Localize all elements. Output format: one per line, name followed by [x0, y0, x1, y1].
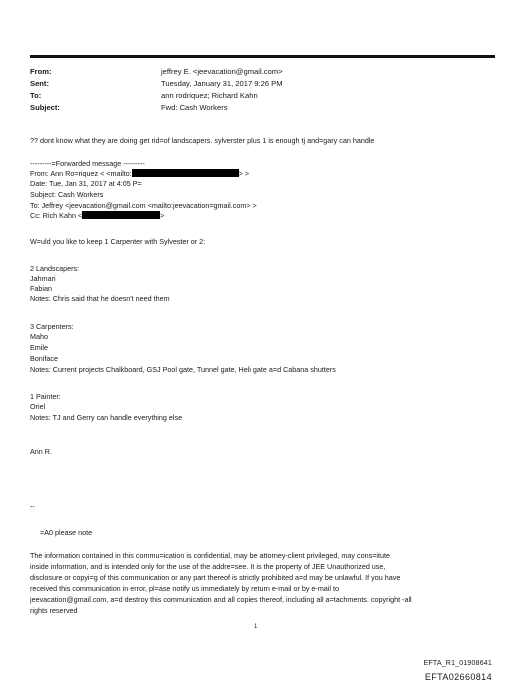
disclaimer-line: The information contained in this commu=ication is confidential, may be attorney-client privileged, may cons=itute	[30, 551, 390, 560]
disclaimer-line: received this communication in error, pl=ase notify us immediately by return e-mail or by e-mail to	[30, 584, 339, 593]
forward-from-prefix: From: Ann Ro=riquez < <mailto:	[30, 169, 132, 178]
please-note: =A0 please note	[40, 528, 93, 537]
painter-name: Oriel	[30, 402, 46, 411]
body-question: W=uld you like to keep 1 Carpenter with Sylvester or 2:	[30, 237, 206, 246]
redaction-box	[132, 169, 239, 177]
forward-date: Date: Tue, Jan 31, 2017 at 4:05 P=	[30, 179, 142, 188]
disclaimer-line: inside information, and is intended only for the use of the addre=see. It is the property of JEE Unauthorized use,	[30, 562, 386, 571]
painter-note: Notes: TJ and Gerry can handle everything else	[30, 413, 183, 422]
redaction-box	[82, 211, 160, 219]
carpenter-name: Maho	[30, 332, 48, 341]
sent-label: Sent:	[30, 79, 49, 88]
subject-value: Fwd: Cash Workers	[161, 103, 228, 112]
disclaimer-line: jeevacation@gmail.com, a=d destroy this communication and all copies thereof, including all a=tachments. copyright -all	[30, 595, 412, 604]
painter-heading: 1 Painter:	[30, 392, 61, 401]
document-reference: EFTA02660814	[424, 672, 492, 682]
to-label: To:	[30, 91, 42, 100]
forward-subject: Subject: Cash Workers	[30, 190, 104, 199]
forward-cc-suffix: >	[160, 211, 165, 220]
carpenter-name: Boniface	[30, 354, 58, 363]
forward-cc	[30, 211, 164, 221]
carpenters-heading: 3 Carpenters:	[30, 322, 74, 331]
reply-text: ?? dont know what they are doing get rid=of landscapers. sylverster plus 1 is enough tj and=gary can handle	[30, 136, 375, 145]
from-label: From:	[30, 67, 52, 76]
disclaimer-line: disclosure or copyi=g of this communication or any part thereof is strictly prohibited a=d may be unlawful. If you have	[30, 573, 401, 582]
disclaimer-line: rights reserved	[30, 606, 78, 615]
subject-label: Subject:	[30, 103, 60, 112]
forward-from-suffix: > >	[238, 169, 250, 178]
sent-value: Tuesday, January 31, 2017 9:26 PM	[161, 79, 283, 88]
forward-to: To: Jeffrey <jeevacation@gmail.com <mailto:jeevacation=gmail.com> >	[30, 201, 257, 210]
forward-marker: ---------=Forwarded message ---------	[30, 159, 145, 168]
landscaper-name: Jahmari	[30, 274, 56, 283]
forward-from	[30, 169, 249, 179]
landscaper-name: Fabian	[30, 284, 52, 293]
signature-separator: --	[30, 502, 35, 511]
carpenters-note: Notes: Current projects Chalkboard, GSJ Pool gate, Tunnel gate, Heli gate a=d Cabana shutters	[30, 365, 336, 374]
to-value: ann rodriquez; Richard Kahn	[161, 91, 258, 100]
landscapers-heading: 2 Landscapers:	[30, 264, 80, 273]
forward-cc-prefix: Cc: Rich Kahn <	[30, 211, 83, 220]
landscapers-note: Notes: Chris said that he doesn't need them	[30, 294, 170, 303]
signature: Ann R.	[30, 447, 52, 456]
document-reference: EFTA_R1_01908641	[423, 660, 492, 667]
from-value: jeffrey E. <jeevacation@gmail.com>	[161, 67, 283, 76]
carpenter-name: Emile	[30, 343, 48, 352]
page-number: 1	[254, 624, 258, 630]
header-rule	[30, 55, 495, 58]
